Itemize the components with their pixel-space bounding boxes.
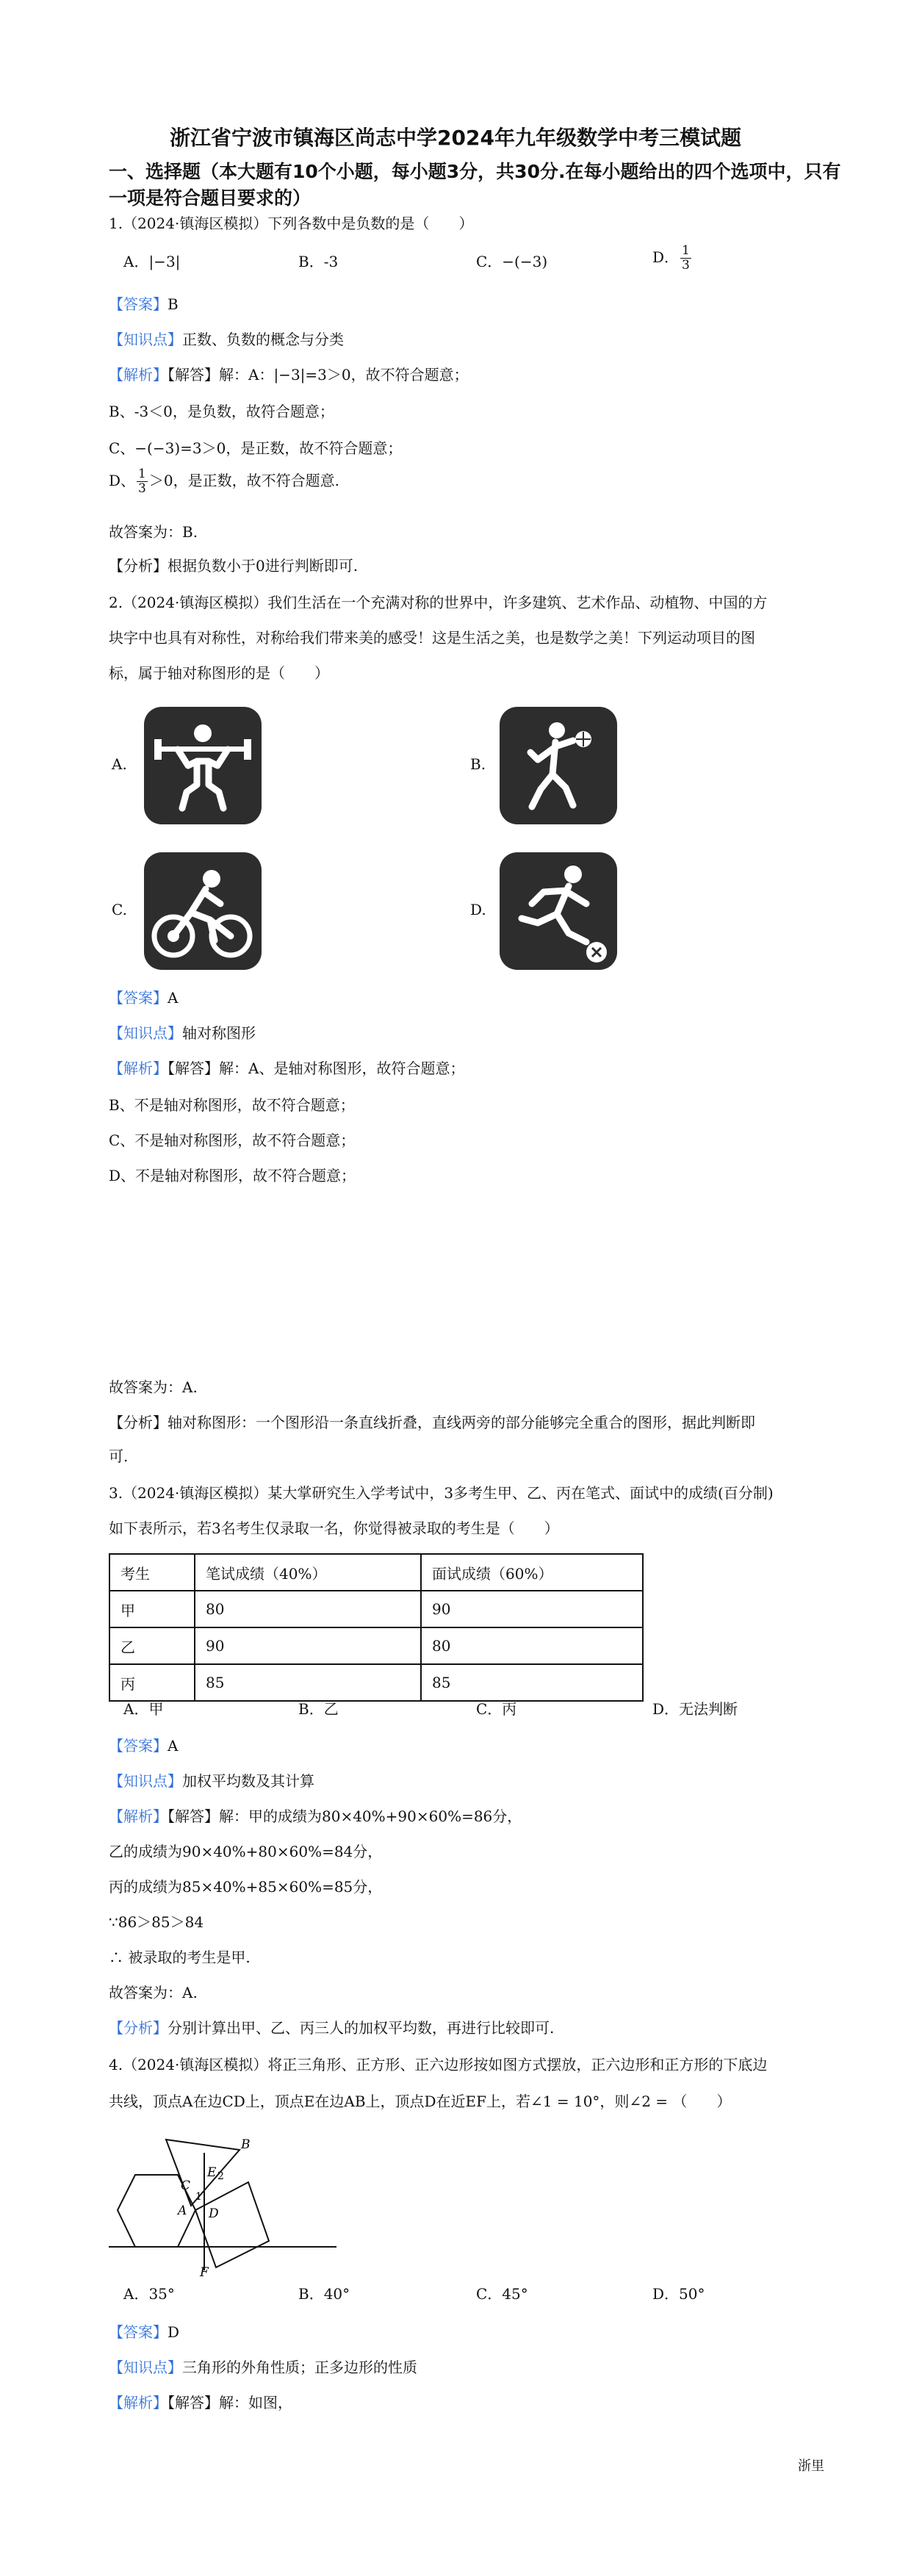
q2-fenxi-cont: 可. xyxy=(109,1447,129,1465)
q2-option-b-label: B. xyxy=(470,755,486,773)
q3-solution-3: 丙的成绩为85×40%+85×60%=85分， xyxy=(109,1878,383,1896)
q4-option-c: C．45° xyxy=(476,2285,528,2303)
q1-conclusion: 故答案为：B. xyxy=(109,523,198,541)
figure-label-a: A xyxy=(178,2203,187,2218)
table-cell: 90 xyxy=(421,1591,643,1627)
q3-solution-2: 乙的成绩为90×40%+80×60%=84分， xyxy=(109,1843,383,1860)
q4-solution-1: 【解析】【解答】解：如图， xyxy=(109,2394,292,2411)
q2-option-a-label: A. xyxy=(112,755,127,773)
q2-solution-c: C、不是轴对称图形，故不符合题意； xyxy=(109,1132,356,1149)
basketball-pictogram xyxy=(500,707,617,824)
q3-conclusion: 故答案为：A. xyxy=(109,1984,198,2001)
q4-knowledge: 【知识点】三角形的外角性质；正多边形的性质 xyxy=(109,2359,417,2376)
table-header: 面试成绩（60%） xyxy=(421,1554,643,1591)
table-cell: 80 xyxy=(421,1627,643,1664)
q2-answer: 【答案】A xyxy=(109,989,179,1007)
q3-solution-5: ∴ 被录取的考生是甲. xyxy=(109,1949,251,1966)
q1-solution-d: D、 $\frac{1}{3}$ ＞0，是正数，故不符合题意. xyxy=(109,467,339,496)
page-title: 浙江省宁波市镇海区尚志中学2024年九年级数学中考三模试题 xyxy=(170,126,741,150)
grades-table xyxy=(109,1553,644,1702)
table-header: 笔试成绩（40%） xyxy=(195,1554,421,1591)
table-row xyxy=(109,1664,643,1701)
q1-option-a: A．|−3| xyxy=(123,253,181,270)
q2-fenxi: 【分析】轴对称图形：一个图形沿一条直线折叠，直线两旁的部分能够完全重合的图形，据此判断即 xyxy=(109,1414,755,1431)
q1-solution-a: 【解析】【解答】解：A：|−3|=3＞0，故不符合题意； xyxy=(109,366,469,384)
q4-option-a: A．35° xyxy=(123,2285,175,2303)
q2-stem-line1: 2.（2024·镇海区模拟）我们生活在一个充满对称的世界中，许多建筑、艺术作品、动植物、中国的方 xyxy=(109,594,768,611)
table-cell: 乙 xyxy=(109,1627,195,1664)
section-heading-cont: 一项是符合题目要求的） xyxy=(109,187,312,209)
section-heading: 一、选择题（本大题有10个小题，每小题3分，共30分.在每小题给出的四个选项中，只有 xyxy=(109,161,841,182)
q3-option-d: D．无法判断 xyxy=(652,1700,738,1718)
q3-stem-line1: 3.（2024·镇海区模拟）某大掌研究生入学考试中，3多考生甲、乙、丙在笔式、面试中的成绩(百分制) xyxy=(109,1484,774,1502)
table-cell: 甲 xyxy=(109,1591,195,1627)
table-cell: 85 xyxy=(421,1664,643,1701)
q3-option-a: A．甲 xyxy=(123,1700,164,1718)
q2-knowledge: 【知识点】轴对称图形 xyxy=(109,1024,256,1042)
figure-label-d: D xyxy=(209,2206,219,2221)
q1-option-c: C．−(−3) xyxy=(476,253,548,270)
q2-solution-a: 【解析】【解答】解：A、是轴对称图形，故符合题意； xyxy=(109,1059,465,1077)
q1-knowledge: 【知识点】正数、负数的概念与分类 xyxy=(109,331,344,348)
table-header-row xyxy=(109,1554,643,1591)
table-row xyxy=(109,1591,643,1627)
q3-fenxi: 【分析】分别计算出甲、乙、丙三人的加权平均数，再进行比较即可. xyxy=(109,2019,555,2037)
q2-solution-d: D、不是轴对称图形，故不符合题意； xyxy=(109,1167,356,1184)
q4-option-b: B．40° xyxy=(298,2285,350,2303)
q1-solution-c: C、−(−3)=3＞0，是正数，故不符合题意； xyxy=(109,439,403,457)
q1-answer: 【答案】B xyxy=(109,295,179,313)
figure-label-b: B xyxy=(241,2137,251,2152)
table-cell: 90 xyxy=(195,1627,421,1664)
q3-option-c: C．丙 xyxy=(476,1700,517,1718)
q2-solution-b: B、不是轴对称图形，故不符合题意； xyxy=(109,1096,355,1114)
weightlifting-pictogram xyxy=(144,707,262,824)
q1-option-b: B．-3 xyxy=(298,253,339,270)
figure-label-e: E xyxy=(207,2165,217,2180)
table-header: 考生 xyxy=(109,1554,195,1591)
q1-option-d: D． $\frac{1}{3}$ xyxy=(652,243,690,273)
q4-answer: 【答案】D xyxy=(109,2323,180,2341)
q2-stem-line2: 块字中也具有对称性，对称给我们带来美的感受！这是生活之美，也是数学之美！下列运动项目的图 xyxy=(109,629,755,647)
q3-answer: 【答案】A xyxy=(109,1737,179,1755)
figure-label-f: F xyxy=(200,2265,209,2278)
q2-option-c-label: C. xyxy=(112,901,127,918)
q2-stem-line3: 标，属于轴对称图形的是（ ） xyxy=(109,664,329,682)
figure-angle-1: 1 xyxy=(195,2191,202,2203)
q4-option-d: D．50° xyxy=(652,2285,705,2303)
q3-option-b: B．乙 xyxy=(298,1700,339,1718)
q3-solution-4: ∵86＞85＞84 xyxy=(109,1913,204,1931)
q2-conclusion: 故答案为：A. xyxy=(109,1378,198,1396)
figure-angle-2: 2 xyxy=(217,2170,224,2182)
table-cell: 85 xyxy=(195,1664,421,1701)
q1-stem: 1.（2024·镇海区模拟）下列各数中是负数的是（ ） xyxy=(109,215,474,232)
figure-label-c: C xyxy=(181,2179,191,2193)
q4-stem-line2: 共线，顶点A在边CD上，顶点E在边AB上，顶点D在近EF上，若∠1 = 10°，则∠2 = （ ） xyxy=(109,2093,732,2110)
soccer-pictogram xyxy=(500,852,617,970)
table-row xyxy=(109,1627,643,1664)
q3-knowledge: 【知识点】加权平均数及其计算 xyxy=(109,1772,314,1790)
q3-stem-line2: 如下表所示，若3名考生仅录取一名，你觉得被录取的考生是（ ） xyxy=(109,1519,559,1537)
polygon-figure xyxy=(109,2123,344,2281)
table-cell: 丙 xyxy=(109,1664,195,1701)
q3-solution-1: 【解析】【解答】解：甲的成绩为80×40%+90×60%=86分， xyxy=(109,1807,522,1825)
q2-option-d-label: D. xyxy=(470,901,486,918)
q1-solution-b: B、-3＜0，是负数，故符合题意； xyxy=(109,403,334,420)
cycling-pictogram xyxy=(144,852,262,970)
q1-fenxi: 【分析】根据负数小于0进行判断即可. xyxy=(109,557,359,575)
page-footer: 浙里 xyxy=(798,2458,824,2474)
q4-stem-line1: 4.（2024·镇海区模拟）将正三角形、正方形、正六边形按如图方式摆放，正六边形和正方形的下底边 xyxy=(109,2056,768,2073)
table-cell: 80 xyxy=(195,1591,421,1627)
